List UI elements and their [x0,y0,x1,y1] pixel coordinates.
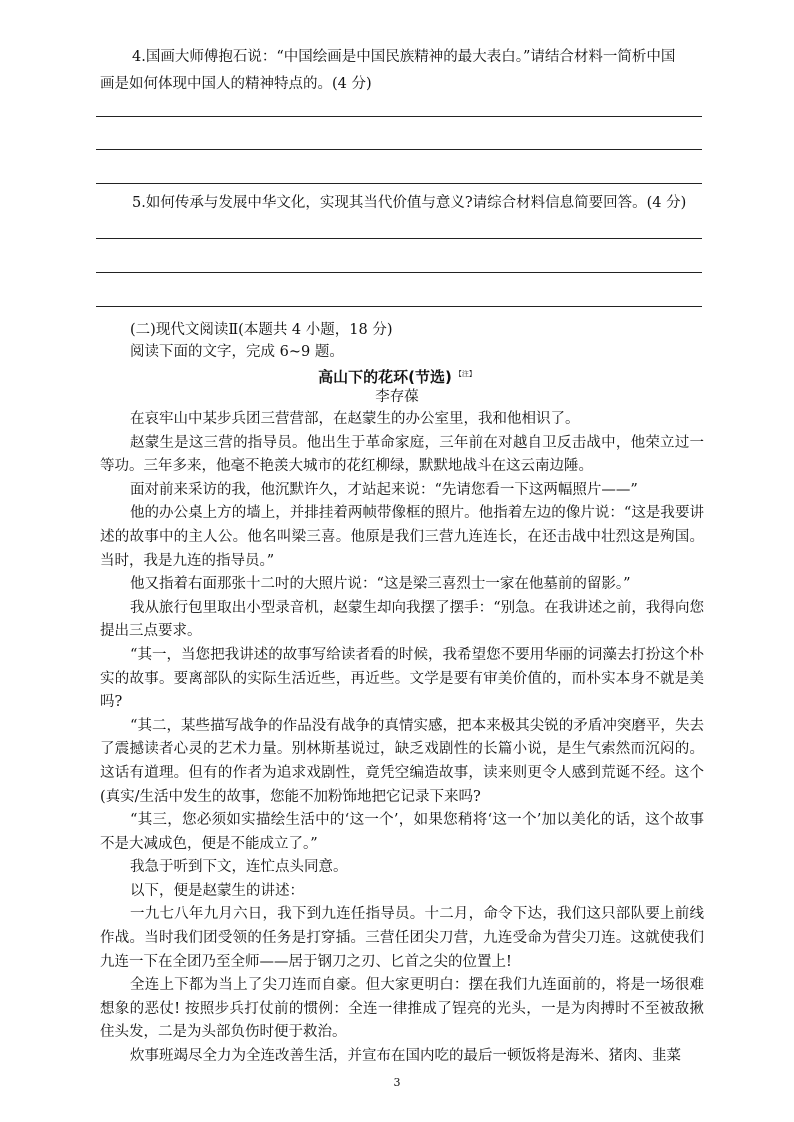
section-heading: (二)现代文阅读Ⅱ(本题共 4 小题，18 分) [130,322,393,338]
paragraph: 我急于听到下文，连忙点头同意。 [130,859,348,876]
answer-line [96,238,702,239]
paragraph: 赵蒙生是这三营的指导员。他出生于革命家庭，三年前在对越自卫反击战中，他荣立过一等功。三年多来，他毫不艳羡大城市的花红柳绿，默默地战斗在这云南边陲。 [100,434,704,475]
paragraph: 面对前来采访的我，他沉默许久，才站起来说：“先请您看一下这两幅照片——” [130,481,638,498]
paragraph: 他又指着右面那张十二吋的大照片说：“这是梁三喜烈士一家在他墓前的留影。” [130,576,631,593]
question-5-text: 5.如何传承与发展中华文化，实现其当代价值与意义?请综合材料信息简要回答。(4 分) [132,195,687,211]
paragraph: “其二，某些描写战争的作品没有战争的真情实感，把本来极其尖锐的矛盾冲突磨平，失去了震撼读者心灵的艺术力量。别林斯基说过，缺乏戏剧性的长篇小说，是生气索然而沉闷的。这话有道理。但有的作者为追求戏剧性，竟凭空编造故事，读来则更令人感到荒诞不经。这个(真实/生活中发生的故事，您能不加粉饰地把它记录下来吗? [100,717,704,805]
paragraph: 他的办公桌上方的墙上，并排挂着两帧带像框的照片。他指着左边的像片说：“这是我要讲述的故事中的主人公。他名叫梁三喜。他原是我们三营九连连长，在还击战中壮烈这是殉国。当时，我是九连的指导员。” [100,505,704,569]
article-author: 李存葆 [375,389,419,405]
section-instruction: 阅读下面的文字，完成 6~9 题。 [130,344,344,360]
paragraph: “其三，您必须如实描绘生活中的‘这一个’，如果您稍将‘这一个’加以美化的话，这个故事不是大减成色，便是不能成立了。” [100,812,704,852]
paragraph: 一九七八年九月六日，我下到九连任指导员。十二月，命令下达，我们这只部队要上前线作战。当时我们团受领的任务是打穿插。三营任团尖刀营，九连受命为营尖刀连。这就使我们九连一下在全团乃至全师——居于钢刀之刃、匕首之尖的位置上! [100,906,704,970]
answer-line [96,306,702,307]
paragraph: “其一，当您把我讲述的故事写给读者看的时候，我希望您不要用华丽的词藻去打扮这个朴实的故事。要离部队的实际生活近些，再近些。文学是要有审美价值的，而朴实本身不就是美吗? [100,646,704,711]
paragraph: 全连上下都为当上了尖刀连而自豪。但大家更明白：摆在我们九连面前的，将是一场很难想象的恶仗! 按照步兵打仗前的惯例：全连一律推成了锃亮的光头，一是为肉搏时不至被敌揪住头发，二是为头部负伤时便于救治。 [100,977,704,1041]
answer-line [96,116,702,117]
article-title-text: 高山下的花环(节选) [318,368,452,386]
question-4 [100,44,700,98]
article-title [0,363,794,388]
question-4-line-1: 4.国画大师傅抱石说：“中国绘画是中国民族精神的最大表白。”请结合材料一简析中国 [132,49,676,65]
answer-line [96,183,702,184]
question-4-line-2: 画是如何体现中国人的精神特点的。(4 分) [100,76,372,92]
paragraph: 炊事班竭尽全力为全连改善生活，并宣布在国内吃的最后一顿饭将是海米、猪肉、韭菜 [130,1048,681,1065]
answer-line [96,149,702,150]
article-body [100,408,704,1069]
footnote-marker: 【注】 [454,370,476,378]
page-number: 3 [393,1076,401,1089]
answer-line [96,272,702,273]
question-5 [100,190,700,217]
paragraph: 在哀牢山中某步兵团三营营部，在赵蒙生的办公室里，我和他相识了。 [130,411,580,427]
paragraph: 以下，便是赵蒙生的讲述： [130,882,304,899]
paragraph: 我从旅行包里取出小型录音机，赵蒙生却向我摆了摆手：“别急。在我讲述之前，我得向您提出三点要求。 [100,599,704,640]
